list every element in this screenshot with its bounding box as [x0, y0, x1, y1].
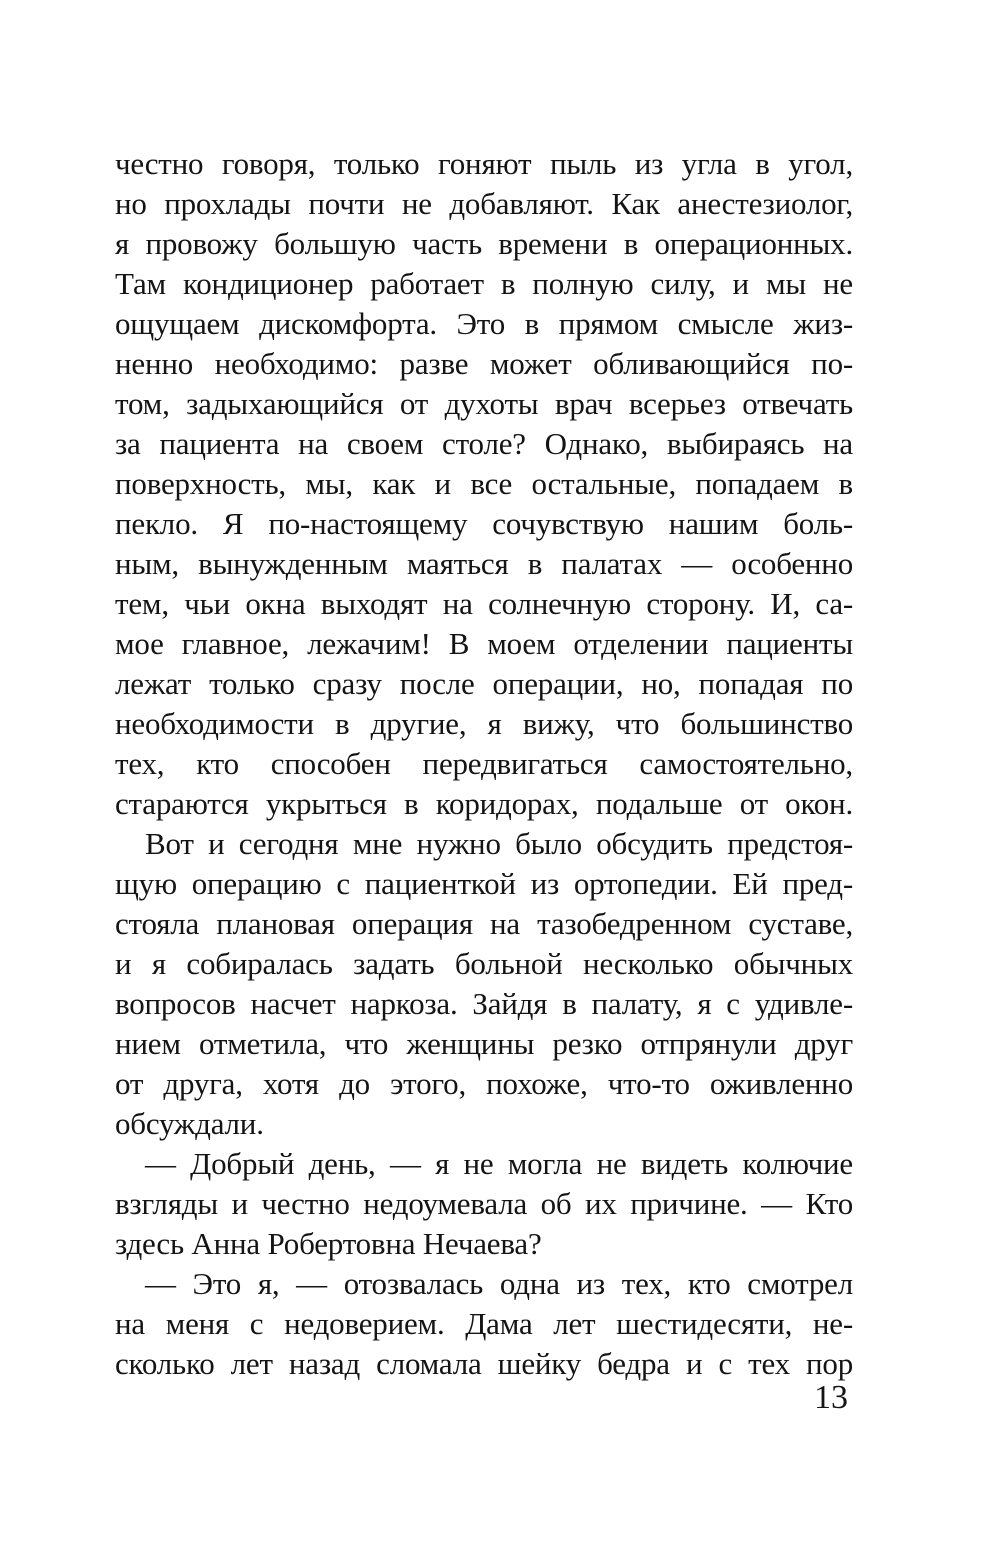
text-line: тем, чьи окна выходят на солнечную сторону. И, са- [115, 586, 853, 621]
text-line: Вот и сегодня мне нужно было обсудить предстоя- [145, 826, 853, 861]
text-line: мое главное, лежачим! В моем отделении пациенты [115, 626, 853, 661]
text-line: ненно необходимо: разве может обливающийся по- [115, 346, 853, 381]
text-line: стараются укрыться в коридорах, подальше от окон. [115, 786, 853, 821]
text-line: на меня с недоверием. Дама лет шестидесяти, не- [115, 1306, 853, 1341]
text-line: Там кондиционер работает в полную силу, и мы не [115, 266, 853, 301]
text-line: лежат только сразу после операции, но, попадая по [115, 666, 853, 701]
page-number: 13 [814, 1379, 848, 1416]
text-line: обсуждали. [115, 1106, 264, 1141]
text-line: взгляды и честно недоумевала об их причине. — Кто [115, 1186, 853, 1221]
text-line: щую операцию с пациенткой из ортопедии. Ей пред- [115, 866, 853, 901]
text-line: — Это я, — отозвалась одна из тех, кто смотрел [145, 1266, 853, 1301]
text-line: нием отметила, что женщины резко отпрянули друг [115, 1026, 853, 1061]
text-line: но прохлады почти не добавляют. Как анестезиолог, [115, 186, 853, 221]
text-line: вопросов насчет наркоза. Зайдя в палату, я с удивле- [115, 986, 853, 1021]
text-line: стояла плановая операция на тазобедренном суставе, [115, 906, 853, 941]
text-line: необходимости в другие, я вижу, что большинство [115, 706, 853, 741]
text-line: — Добрый день, — я не могла не видеть колючие [145, 1146, 853, 1181]
text-line: ным, вынужденным маяться в палатах — особенно [115, 546, 853, 581]
text-line: том, задыхающийся от духоты врач всерьез отвечать [115, 386, 853, 421]
text-line: и я собиралась задать больной несколько обычных [115, 946, 853, 981]
text-line: поверхность, мы, как и все остальные, попадаем в [115, 466, 853, 501]
text-line: я провожу большую часть времени в операционных. [115, 226, 853, 261]
text-line: сколько лет назад сломала шейку бедра и с тех пор [115, 1346, 853, 1381]
text-line: честно говоря, только гоняют пыль из угла в угол, [115, 146, 853, 181]
text-line: тех, кто способен передвигаться самостоятельно, [115, 746, 853, 781]
text-line: за пациента на своем столе? Однако, выбираясь на [115, 426, 853, 461]
text-line: от друга, хотя до этого, похоже, что-то оживленно [115, 1066, 853, 1101]
text-line: ощущаем дискомфорта. Это в прямом смысле жиз- [115, 306, 853, 341]
text-line: пекло. Я по-настоящему сочувствую нашим боль- [115, 506, 853, 541]
page-text [115, 144, 853, 1384]
text-line: здесь Анна Робертовна Нечаева? [115, 1226, 542, 1261]
